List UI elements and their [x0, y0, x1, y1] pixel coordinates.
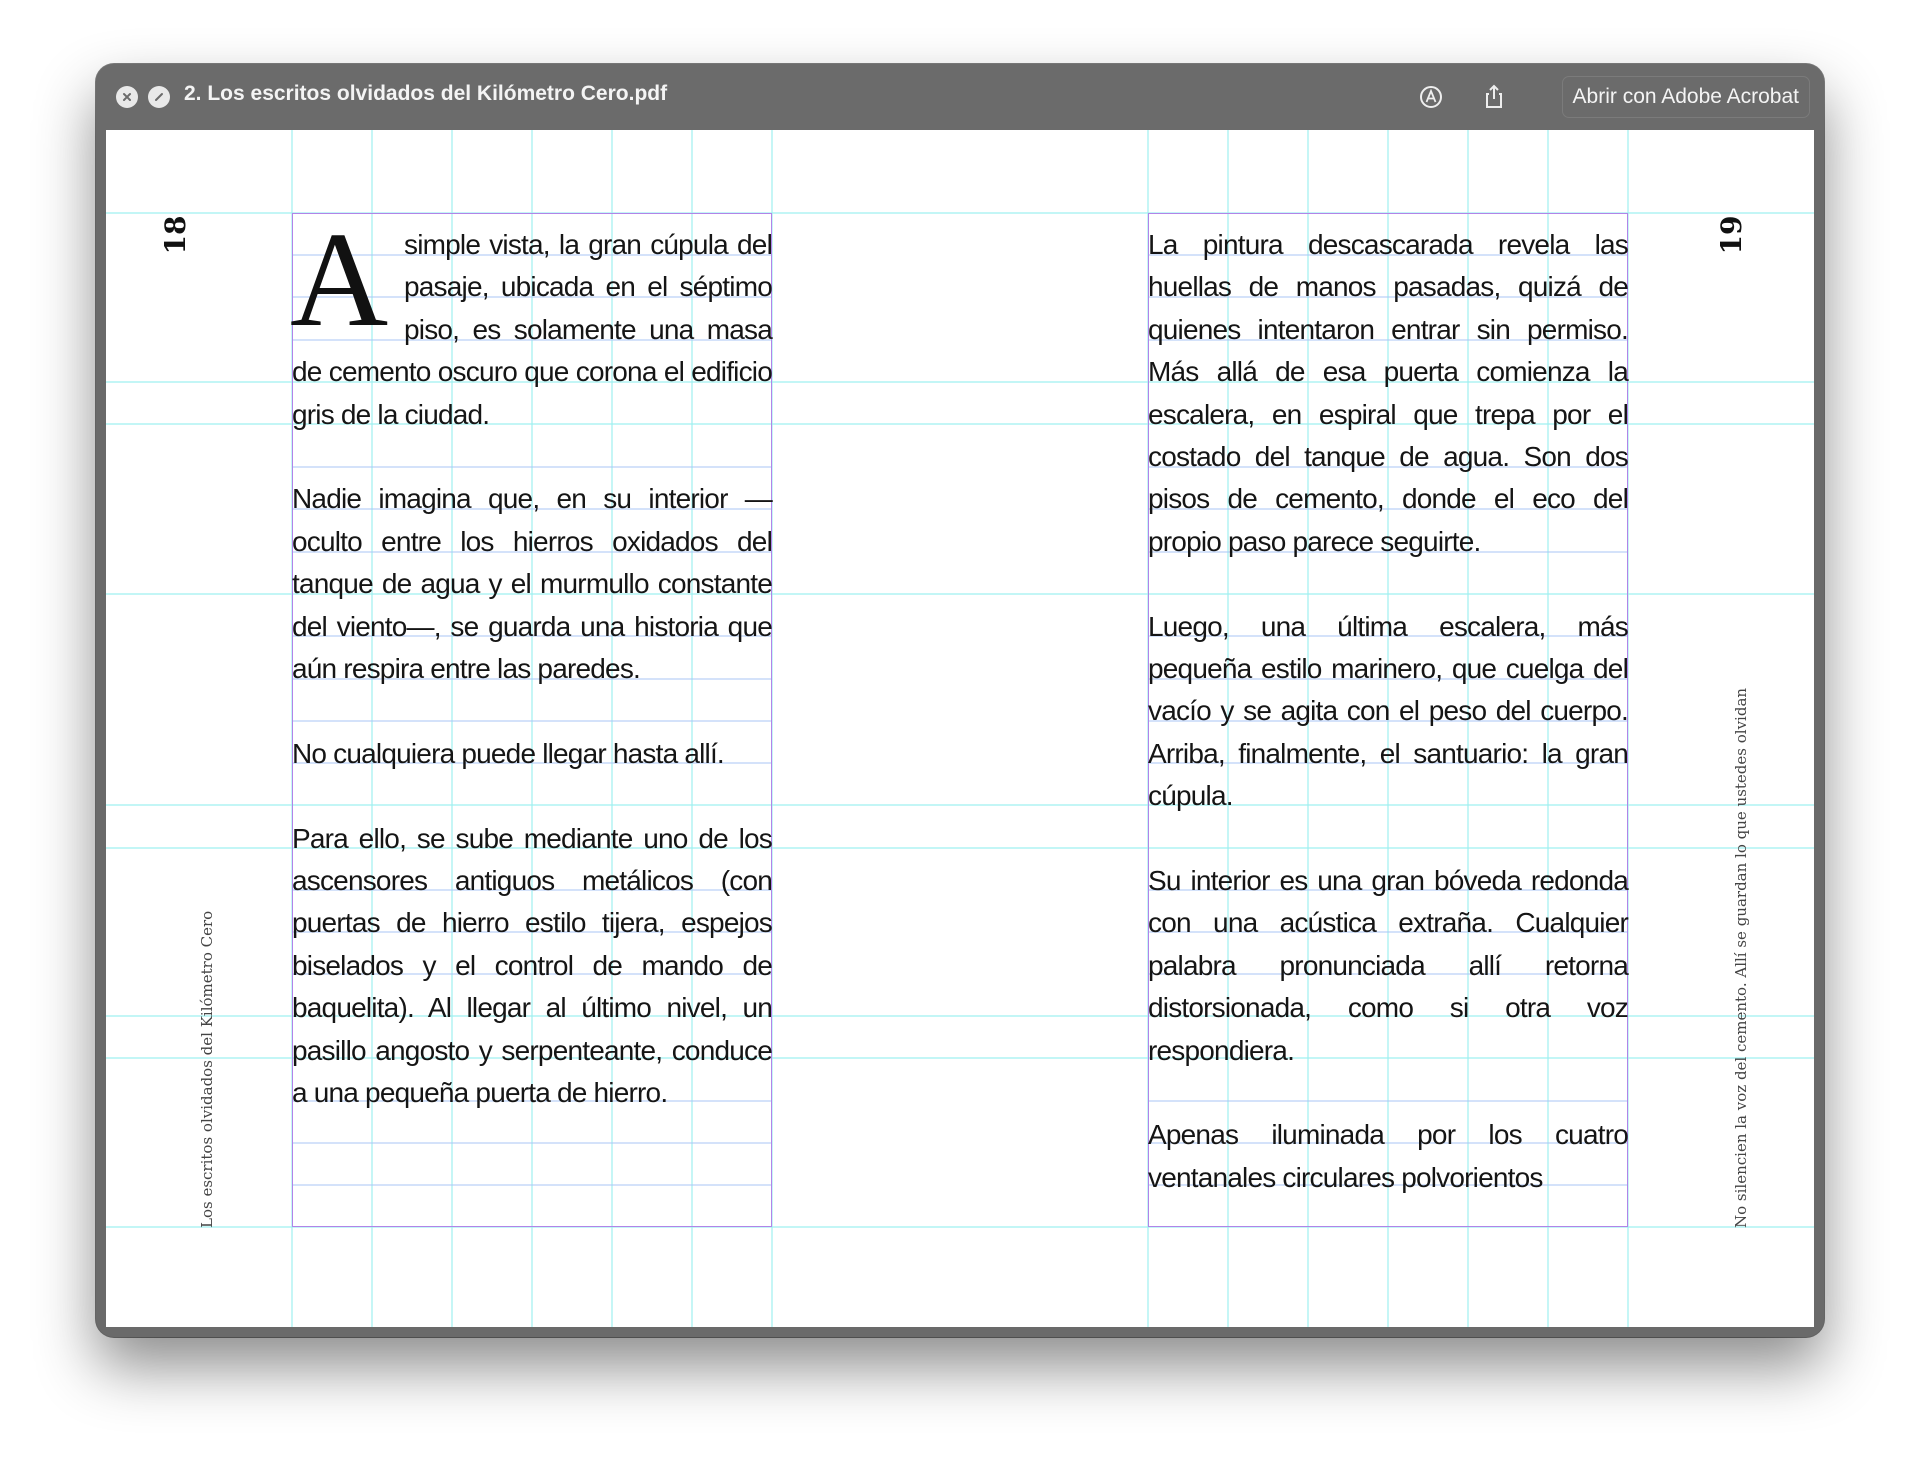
drop-cap: A [290, 205, 388, 355]
share-icon[interactable] [1479, 82, 1509, 112]
right-running-head: No silencien la voz del cemento. Allí se guardan lo que ustedes olvidan [1732, 687, 1750, 1228]
left-page-number: 18 [159, 215, 192, 255]
right-page-body [1148, 224, 1628, 1199]
markup-icon[interactable] [1416, 82, 1446, 112]
paragraph: Para ello, se sube mediante uno de los ascensores antiguos metálicos (con puertas de hierro estilo tijera, espejos biselados y el control de mando de baquelita). Al llegar al último nivel, un pasillo angosto y serpenteante, conduce a una pequeña puerta de hierro. [292, 822, 772, 1109]
minimize-icon[interactable] [148, 86, 170, 108]
paragraph: No cualquiera puede llegar hasta allí. [292, 737, 724, 769]
open-with-acrobat-button[interactable]: Abrir con Adobe Acrobat [1562, 76, 1810, 118]
window-title: 2. Los escritos olvidados del Kilómetro Cero.pdf [184, 82, 668, 105]
right-page-number: 19 [1715, 215, 1748, 255]
close-icon[interactable] [116, 86, 138, 108]
pdf-spread-view[interactable] [106, 130, 1814, 1327]
paragraph: Luego, una última escalera, más pequeña estilo marinero, que cuelga del vacío y se agita con el peso del cuerpo. Arriba, finalmente, el santuario: la gran cúpula. [1148, 610, 1628, 812]
left-page-body [290, 205, 772, 1114]
paragraph: Nadie imagina que, en su interior —oculto entre los hierros oxidados del tanque de agua y el murmullo constante del viento—, se guarda una historia que aún respira entre las paredes. [292, 483, 772, 685]
paragraph: Su interior es una gran bóveda redonda con una acústica extraña. Cualquier palabra pronunciada allí retorna distorsionada, como si otra voz respondiera. [1148, 865, 1628, 1066]
left-running-head: Los escritos olvidados del Kilómetro Cero [198, 910, 216, 1228]
paragraph: La pintura descascarada revela las huellas de manos pasadas, quizá de quienes intentaron entrar sin permiso. Más allá de esa puerta comienza la escalera, en espiral que trepa por el costado del tanque de agua. Son dos pisos de cemento, donde el eco del propio paso parece seguirte. [1148, 229, 1628, 557]
paragraph: Apenas iluminada por los cuatro ventanales circulares polvorientos [1148, 1119, 1628, 1193]
pdf-viewer-window [96, 64, 1824, 1337]
title-bar [96, 64, 1824, 130]
paragraph: A simple vista, la gran cúpula del pasaje, ubicada en el séptimo piso, es solamente una masa de cemento oscuro que corona el edificio gris de la ciudad. [290, 205, 772, 430]
